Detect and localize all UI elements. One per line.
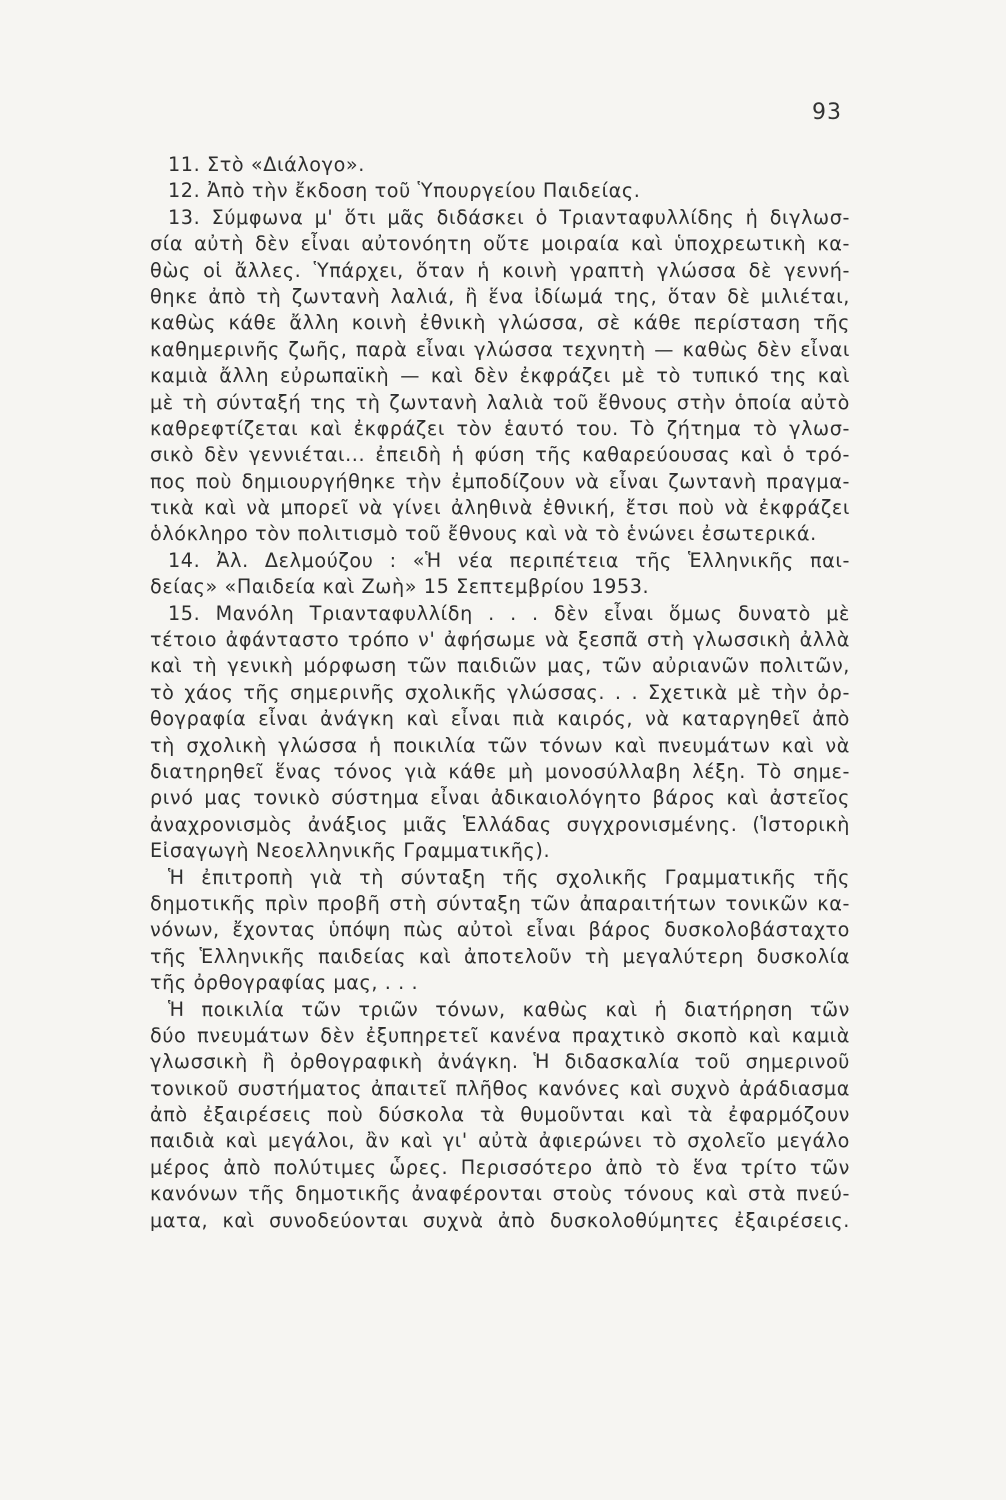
page-number: 93 <box>812 100 842 125</box>
text-line: τὸ χάος τῆς σημερινῆς σχολικῆς γλώσσας. . . Σχετικὰ μὲ τὴν ὀρ- <box>150 680 850 704</box>
text-line: τονικοῦ συστήματος ἀπαιτεῖ πλῆθος κανόνες καὶ συχνὸ ἀράδιασμα <box>150 1076 850 1100</box>
text-line: καμιὰ ἄλλη εὐρωπαϊκὴ — καὶ δὲν ἐκφράζει μὲ τὸ τυπικό της καὶ <box>150 364 850 388</box>
text-line: τῆς Ἑλληνικῆς παιδείας καὶ ἀποτελοῦν τὴ μεγαλύτερη δυσκολία <box>150 944 850 968</box>
text-line: τῆς ὀρθογραφίας μας, . . . <box>150 971 419 995</box>
text-line: μέρος ἀπὸ πολύτιμες ὧρες. Περισσότερο ἀπὸ τὸ ἕνα τρίτο τῶν <box>150 1155 850 1179</box>
text-line: ἀναχρονισμὸς ἀνάξιος μιᾶς Ἑλλάδας συγχρονισμένης. (Ἱστορικὴ <box>150 812 850 836</box>
text-line: ματα, καὶ συνοδεύονται συχνὰ ἀπὸ δυσκολοθύμητες ἐξαιρέσεις. <box>150 1208 850 1232</box>
text-line: καθὼς κάθε ἄλλη κοινὴ ἐθνικὴ γλώσσα, σὲ κάθε περίσταση τῆς <box>150 311 850 335</box>
text-line: καὶ τὴ γενικὴ μόρφωση τῶν παιδιῶν μας, τῶν αὐριανῶν πολιτῶν, <box>150 654 850 678</box>
text-line: 15. Μανόλη Τριανταφυλλίδη . . . δὲν εἶναι ὅμως δυνατὸ μὲ <box>168 601 850 625</box>
text-line: καθημερινῆς ζωῆς, παρὰ εἶναι γλώσσα τεχνητὴ — καθὼς δὲν εἶναι <box>150 337 850 361</box>
text-line: θογραφία εἶναι ἀνάγκη καὶ εἶναι πιὰ καιρός, νὰ καταργηθεῖ ἀπὸ <box>150 707 850 731</box>
text-line: κανόνων τῆς δημοτικῆς ἀναφέρονται στοὺς τόνους καὶ στὰ πνεύ- <box>150 1182 850 1206</box>
text-line: δημοτικῆς πρὶν προβῆ στὴ σύνταξη τῶν ἀπαραιτήτων τονικῶν κα- <box>150 891 850 915</box>
text-line: θὼς οἱ ἄλλες. Ὑπάρχει, ὅταν ἡ κοινὴ γραπτὴ γλώσσα δὲ γεννή- <box>150 258 850 282</box>
text-line: πος ποὺ δημιουργήθηκε τὴν ἐμποδίζουν νὰ εἶναι ζωντανὴ πραγμα- <box>150 469 850 493</box>
text-line: τέτοιο ἀφάνταστο τρόπο ν' ἀφήσωμε νὰ ξεσπᾶ στὴ γλωσσικὴ ἀλλὰ <box>150 628 850 652</box>
text-line: Ἡ ποικιλία τῶν τριῶν τόνων, καθὼς καὶ ἡ διατήρηση τῶν <box>168 997 850 1021</box>
text-line: μὲ τὴ σύνταξή της τὴ ζωντανὴ λαλιὰ τοῦ ἔθνους στὴν ὁποία αὐτὸ <box>150 390 850 414</box>
footnotes-text <box>150 152 850 1234</box>
text-line: καθρεφτίζεται καὶ ἐκφράζει τὸν ἑαυτό του. Τὸ ζήτημα τὸ γλωσ- <box>150 416 850 440</box>
text-line: δύο πνευμάτων δὲν ἐξυπηρετεῖ κανένα πραχτικὸ σκοπὸ καὶ καμιὰ <box>150 1023 850 1047</box>
text-line: νόνων, ἔχοντας ὑπόψη πὼς αὐτοὶ εἶναι βάρος δυσκολοβάσταχτο <box>150 918 850 942</box>
text-line: 12. Ἀπὸ τὴν ἔκδοση τοῦ Ὑπουργείου Παιδείας. <box>168 179 641 203</box>
text-line: ρινό μας τονικὸ σύστημα εἶναι ἀδικαιολόγητο βάρος καὶ ἀστεῖος <box>150 786 850 810</box>
text-line: 11. Στὸ «Διάλογο». <box>168 153 365 176</box>
text-line: διατηρηθεῖ ἕνας τόνος γιὰ κάθε μὴ μονοσύλλαβη λέξη. Τὸ σημε- <box>150 759 850 783</box>
text-line: ἀπὸ ἐξαιρέσεις ποὺ δύσκολα τὰ θυμοῦνται καὶ τὰ ἐφαρμόζουν <box>150 1103 850 1127</box>
text-line: 13. Σύμφωνα μ' ὅτι μᾶς διδάσκει ὁ Τριανταφυλλίδης ἡ διγλωσ- <box>168 205 850 229</box>
text-line: 14. Ἀλ. Δελμούζου : «Ἡ νέα περιπέτεια τῆς Ἑλληνικῆς παι- <box>168 548 850 572</box>
text-line: σία αὐτὴ δὲν εἶναι αὐτονόητη οὔτε μοιραία καὶ ὑποχρεωτικὴ κα- <box>150 232 850 256</box>
text-line: Ἡ ἐπιτροπὴ γιὰ τὴ σύνταξη τῆς σχολικῆς Γραμματικῆς τῆς <box>168 865 850 889</box>
text-line: ὁλόκληρο τὸν πολιτισμὸ τοῦ ἔθνους καὶ νὰ τὸ ἑνώνει ἐσωτερικά. <box>150 522 817 546</box>
text-line: θηκε ἀπὸ τὴ ζωντανὴ λαλιά, ἢ ἕνα ἰδίωμά της, ὅταν δὲ μιλιέται, <box>150 284 850 308</box>
text-line: σικὸ δὲν γεννιέται... ἐπειδὴ ἡ φύση τῆς καθαρεύουσας καὶ ὁ τρό- <box>150 443 850 467</box>
text-line: παιδιὰ καὶ μεγάλοι, ἂν καὶ γι' αὐτὰ ἀφιερώνει τὸ σχολεῖο μεγάλο <box>150 1129 850 1153</box>
text-line: τὴ σχολικὴ γλώσσα ἡ ποικιλία τῶν τόνων καὶ πνευμάτων καὶ νὰ <box>150 733 850 757</box>
text-line: γλωσσικὴ ἢ ὀρθογραφικὴ ἀνάγκη. Ἡ διδασκαλία τοῦ σημερινοῦ <box>150 1050 850 1074</box>
text-line: Εἰσαγωγὴ Νεοελληνικῆς Γραμματικῆς). <box>150 839 551 863</box>
text-line: δείας» «Παιδεία καὶ Ζωὴ» 15 Σεπτεμβρίου 1953. <box>150 575 650 599</box>
text-line: τικὰ καὶ νὰ μπορεῖ νὰ γίνει ἀληθινὰ ἐθνική, ἔτσι ποὺ νὰ ἐκφράζει <box>150 496 850 520</box>
